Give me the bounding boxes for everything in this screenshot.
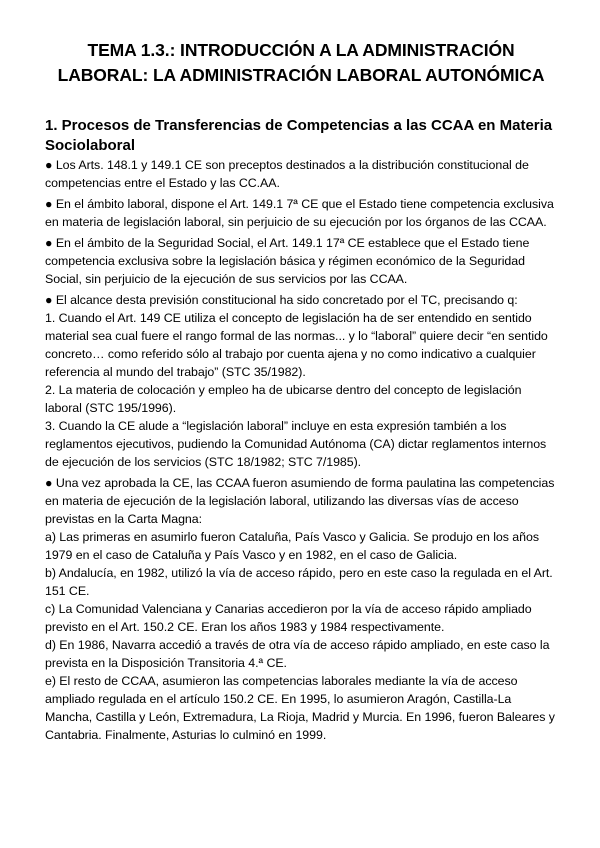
ccaa-item-c: c) La Comunidad Valenciana y Canarias accedieron por la vía de acceso rápido ampliado previsto en el Art. 150.2 CE. Eran los años 1983 y 1984 respectivamente. [45,602,532,634]
tc-item-1: 1. Cuando el Art. 149 CE utiliza el concepto de legislación ha de ser entendido en sentido material sea cual fuere el rango formal de las normas... y lo “laboral” quiere decir “en sentido concreto… como referido sólo al trabajo por cuenta ajena y no como indicativo a cualquier referencia al mundo del trabajo” (STC 35/1982). [45,311,548,379]
paragraph-tc [45,291,557,471]
document-title [45,38,557,88]
paragraph-seguridad-social: ● En el ámbito de la Seguridad Social, el Art. 149.1 17ª CE establece que el Estado tiene competencia exclusiva sobre la legislación básica y régimen económico de la Seguridad Social, sin perjuicio de la ejecución de sus servicios por las CCAA. [45,236,530,286]
ccaa-item-a: a) Las primeras en asumirlo fueron Cataluña, País Vasco y Galicia. Se produjo en los años 1979 en el caso de Cataluña y País Vasco y en 1982, en el caso de Galicia. [45,530,539,562]
title-line-1: TEMA 1.3.: INTRODUCCIÓN A LA ADMINISTRACIÓN [87,40,515,60]
paragraph-arts: ● Los Arts. 148.1 y 149.1 CE son preceptos destinados a la distribución constitucional de competencias entre el Estado y las CC.AA. [45,158,529,190]
tc-intro: ● El alcance desta previsión constitucional ha sido concretado por el TC, precisando q: [45,293,518,307]
paragraph-ccaa [45,474,557,744]
tc-item-2: 2. La materia de colocación y empleo ha de ubicarse dentro del concepto de legislación laboral (STC 195/1996). [45,383,522,415]
ccaa-item-e: e) El resto de CCAA, asumieron las competencias laborales mediante la vía de acceso ampliado regulada en el artículo 150.2 CE. En 1995, lo asumieron Aragón, Castilla-La Mancha, Castilla y León, Extremadura, La Rioja, Madrid y Murcia. En 1996, fueron Baleares y Cantabria. Finalmente, Asturias lo culminó en 1999. [45,674,555,742]
paragraph-ambito-laboral: ● En el ámbito laboral, dispone el Art. 149.1 7ª CE que el Estado tiene competencia exclusiva en materia de legislación laboral, sin perjuicio de su ejecución por los órganos de las CCAA. [45,197,554,229]
ccaa-intro: ● Una vez aprobada la CE, las CCAA fueron asumiendo de forma paulatina las competencias en materia de ejecución de la legislación laboral, utilizando las diversas vías de acceso previstas en la Carta Magna: [45,476,555,526]
section-heading: 1. Procesos de Transferencias de Competencias a las CCAA en Materia Sociolaboral [45,117,553,154]
ccaa-item-b: b) Andalucía, en 1982, utilizó la vía de acceso rápido, pero en este caso la regulada en el Art. 151 CE. [45,566,553,598]
title-line-2: LABORAL: LA ADMINISTRACIÓN LABORAL AUTONÓMICA [57,65,545,85]
tc-item-3: 3. Cuando la CE alude a “legislación laboral” incluye en esta expresión también a los reglamentos ejecutivos, pudiendo la Comunidad Autónoma (CA) dictar reglamentos internos de ejecución de los servicios (STC 18/1982; STC 7/1985). [45,419,547,469]
ccaa-item-d: d) En 1986, Navarra accedió a través de otra vía de acceso rápido ampliado, en este caso la prevista en la Disposición Transitoria 4.ª CE. [45,638,550,670]
